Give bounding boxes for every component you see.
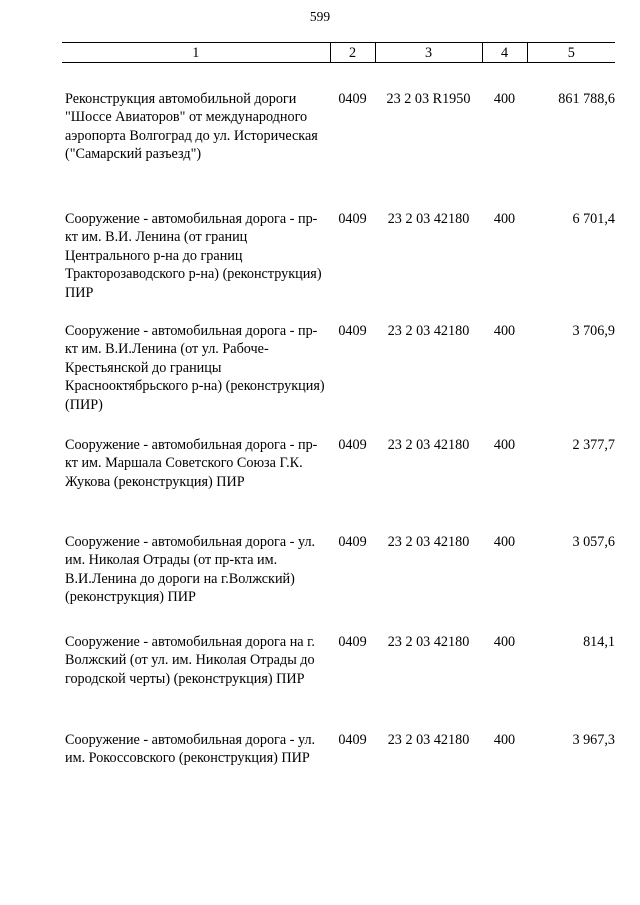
row-name: Сооружение - автомобильная дорога - пр-кт им. В.И. Ленина (от границ Центрального р-на до границ Тракторозаводского р-на) (реконструкция) ПИР — [65, 211, 322, 301]
row-amount: 2 377,7 — [572, 437, 615, 453]
table-row — [62, 436, 615, 533]
header-col-3: 3 — [375, 43, 482, 63]
row-csr: 23 2 03 42180 — [387, 732, 470, 748]
page-number: 599 — [309, 9, 331, 24]
table-header — [62, 43, 615, 63]
table-row — [62, 210, 615, 322]
row-name: Сооружение - автомобильная дорога - пр-кт им. В.И.Ленина (от ул. Рабоче-Крестьянской до границы Краснооктябрьского р-на) (реконструкция) (ПИР) — [65, 323, 325, 413]
row-section: 0409 — [338, 211, 367, 227]
header-col-4: 4 — [482, 43, 527, 63]
header-col-1: 1 — [62, 43, 330, 63]
row-vr: 400 — [493, 323, 516, 339]
row-csr: 23 2 03 R1950 — [386, 91, 471, 107]
row-name: Сооружение - автомобильная дорога - пр-кт им. Маршала Советского Союза Г.К. Жукова (реконструкция) ПИР — [65, 437, 318, 490]
row-vr: 400 — [493, 534, 516, 550]
row-section: 0409 — [338, 534, 367, 550]
row-section: 0409 — [338, 732, 367, 748]
row-amount: 861 788,6 — [558, 91, 615, 107]
row-amount: 3 967,3 — [572, 732, 615, 748]
row-vr: 400 — [493, 732, 516, 748]
row-section: 0409 — [338, 634, 367, 650]
table-body — [62, 63, 615, 792]
row-csr: 23 2 03 42180 — [387, 437, 470, 453]
row-vr: 400 — [493, 634, 516, 650]
row-vr: 400 — [493, 437, 516, 453]
row-amount: 3 057,6 — [572, 534, 615, 550]
row-section: 0409 — [338, 91, 367, 107]
table-row — [62, 322, 615, 436]
row-csr: 23 2 03 42180 — [387, 211, 470, 227]
row-name: Сооружение - автомобильная дорога - ул. им. Николая Отрады (от пр-кта им. В.И.Ленина до дороги на г.Волжский) (реконструкция) ПИР — [65, 534, 316, 606]
row-csr: 23 2 03 42180 — [387, 634, 470, 650]
row-section: 0409 — [338, 437, 367, 453]
header-col-2: 2 — [330, 43, 375, 63]
row-csr: 23 2 03 42180 — [387, 323, 470, 339]
row-section: 0409 — [338, 323, 367, 339]
row-name: Реконструкция автомобильной дороги "Шоссе Авиаторов" от международного аэропорта Волгоград до ул. Историческая ("Самарский разъезд") — [65, 91, 318, 163]
row-name: Сооружение - автомобильная дорога на г. Волжский (от ул. им. Николая Отрады до городской черты) (реконструкция) ПИР — [65, 634, 315, 687]
header-row — [62, 43, 615, 63]
row-amount: 814,1 — [583, 634, 615, 650]
header-col-5: 5 — [527, 43, 615, 63]
table-row — [62, 90, 615, 210]
budget-table — [62, 42, 615, 791]
row-amount: 3 706,9 — [572, 323, 615, 339]
table-row — [62, 533, 615, 633]
row-amount: 6 701,4 — [572, 211, 615, 227]
row-vr: 400 — [493, 211, 516, 227]
row-name: Сооружение - автомобильная дорога - ул. им. Рокоссовского (реконструкция) ПИР — [65, 732, 316, 767]
row-vr: 400 — [493, 91, 516, 107]
row-csr: 23 2 03 42180 — [387, 534, 470, 550]
table-row — [62, 633, 615, 731]
table-row — [62, 731, 615, 791]
